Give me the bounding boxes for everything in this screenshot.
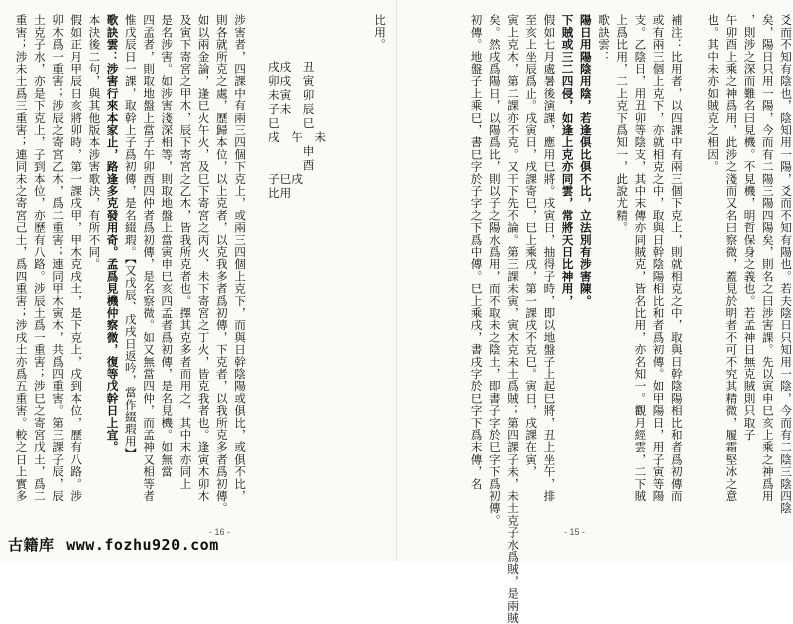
text-column: 矣，陽日只用一陽，今而有二陽三陽四陽矣，則名之曰涉害課。先以寅申巳亥上乘之神爲用 — [760, 14, 775, 502]
chart-row: 子巳戌 — [268, 172, 303, 186]
chart-row: 未寅 卯 — [268, 88, 315, 102]
site-name: 古籍库 — [8, 536, 55, 554]
text-column: 也。其中未亦如賊克之相因。 — [706, 14, 721, 173]
site-footer — [8, 534, 219, 555]
text-column: 如以兩金論，逢巳火午火，及巳下寄宮之丙火、未下寄宮之丁火，皆克我者也。逢寅木卯木 — [196, 14, 211, 502]
chart-row: 子未 辰 — [268, 102, 315, 116]
text-column: 下賊或三二四侵，如逢上克亦同雲，常將天日比神用， — [560, 14, 575, 307]
text-column: 歌訣雲： — [597, 14, 611, 63]
text-column: 補注：比用者，以四課中有兩三個下克上，則就相克之中，取與日幹陰陽相比和者爲初傳而 — [669, 14, 684, 502]
text-column: 土克子水，亦是下克上，子到本位，亦歷有八路。涉辰土爲一重害；涉巳之寄宮戊土，爲二 — [32, 14, 47, 502]
chart-row: 戌 午 未 — [268, 130, 326, 144]
chart-row: 酉 — [268, 158, 315, 172]
chart-row: 申 — [268, 144, 315, 158]
text-column: 則各就所克之處，歷歸本位，以上克者，以克我多者爲初傳，下克者，以我所克多者爲初傳。 — [214, 14, 229, 515]
text-column: 是名涉害。如涉害淺深相等，則取地盤上當寅申巳亥四孟者爲初傳，是名見機。如無當 — [160, 14, 175, 478]
text-column: 支。乙陰日，用丑卯等陰支，其中末傳亦同賊克，皆名比用，亦名知一。觀月經雲，二下賊 — [633, 14, 648, 502]
chart-row: 卯戌 寅 — [268, 74, 315, 88]
text-column: 假如七月處暑後演課，應用巳將。戌寅日，抽得子時，即以地盤子上起巳將，丑上坐午，排 — [542, 14, 557, 502]
text-column: 歌訣雲：涉害行來本家止，路逢多克發用奇。孟爲見機仲察微，復等戊幹日上宜。 — [105, 14, 120, 454]
text-column: 卯木爲一重害；涉辰之寄宮乙木，爲二重害；連同甲木寅木，共爲四重害。第三課子辰，辰 — [51, 14, 65, 502]
chart-row: 巳 巳 — [268, 116, 315, 130]
text-column: 陽日用陽陰用陰，若逢俱比俱不比，立法別有涉害陳。 — [578, 14, 593, 307]
text-column: 及寅下寄宮之甲木，辰下寄宮之乙木，皆我所克者也。擇其克多者而用之，其中末亦同上 — [178, 14, 193, 490]
text-column: 假如正月甲辰日亥將卯時，第一課戌甲，甲木克戌土，是下克上，戌到本位，歷有八路。涉 — [69, 14, 84, 502]
text-column: 午卯酉上乘之神爲用，此涉之淺而又名曰察微，蓋見於明者不可不究其精微，履霜堅冰之意 — [724, 14, 739, 502]
chart-row: 比用 — [268, 186, 292, 200]
lesson-chart — [268, 60, 326, 200]
text-column: 惟戊辰日一課，取幹上子爲初傳，是名綴瑕。【又戊辰、戊戌日返吟，當作綴瑕用】 — [123, 14, 138, 460]
page-number-right: - 15 - — [564, 527, 586, 537]
text-column: 四孟者，則取地盤上當子午卯酉四仲者爲初傳，是名察微。如又無當四仲，而孟神又相等者 — [142, 14, 156, 502]
text-column: ，則涉之深而難名曰見機。不見機，明哲保身之義也。若孟神日無克賊則只取子 — [742, 14, 757, 441]
text-column: 矣。然戌爲陽日，以陽爲比，則以子之陽水爲用，而不取未之陰土，即書子字於巳字下爲初傳。 — [487, 14, 502, 527]
text-column: 本決後二句，與其他版本涉害歌決，有所不同。 — [87, 14, 102, 271]
text-column: 涉害者，四課中有兩三四個下克上，或兩三四個上克下，而與日幹陰陽或俱比，或俱不比， — [233, 14, 247, 502]
chart-row: 戌戌 丑 — [268, 60, 315, 74]
text-column: 爻而不知有陰也，陰知用一陽，爻而不知有陽也。若夫陰日只知用一陰，今而有二陰三陰四陰 — [779, 14, 793, 515]
page-spine — [396, 0, 397, 561]
text-column: 上爲比用，二上克下爲知一，此說尤精。 — [615, 14, 630, 234]
heading-column: 比用。 — [373, 14, 387, 51]
text-column: 重害；涉未土爲三重害；連同未之寄宮己土，爲四重害；涉戌土亦爲五重害。較之日上實多 — [14, 14, 29, 502]
text-column: 初傳。地盤子上乘巳，書巳字於子字之下爲中傳。巳上乘戌，書戌字於巳字下爲末傳，名 — [469, 14, 484, 490]
site-url: www.fozhu920.com — [66, 536, 219, 554]
text-column: 至亥上坐辰爲止。戌寅日，戌課寄巳，巳上乘戌，第一課戌不克巳。寅日，戌課在寅， — [524, 14, 539, 478]
text-column: 或有兩三個上克下，亦就相克之中，取與日幹陰陽相比和者爲初傳。如甲陽日，用子寅等陽 — [651, 14, 666, 502]
text-column: 寅上克木，第二課亦不克。又干下先不論。第三課未寅，寅木克未土爲賊；第四課子未，未土克子水爲賊，是兩賊 — [506, 14, 520, 624]
page-number-left: - 16 - — [209, 527, 231, 537]
